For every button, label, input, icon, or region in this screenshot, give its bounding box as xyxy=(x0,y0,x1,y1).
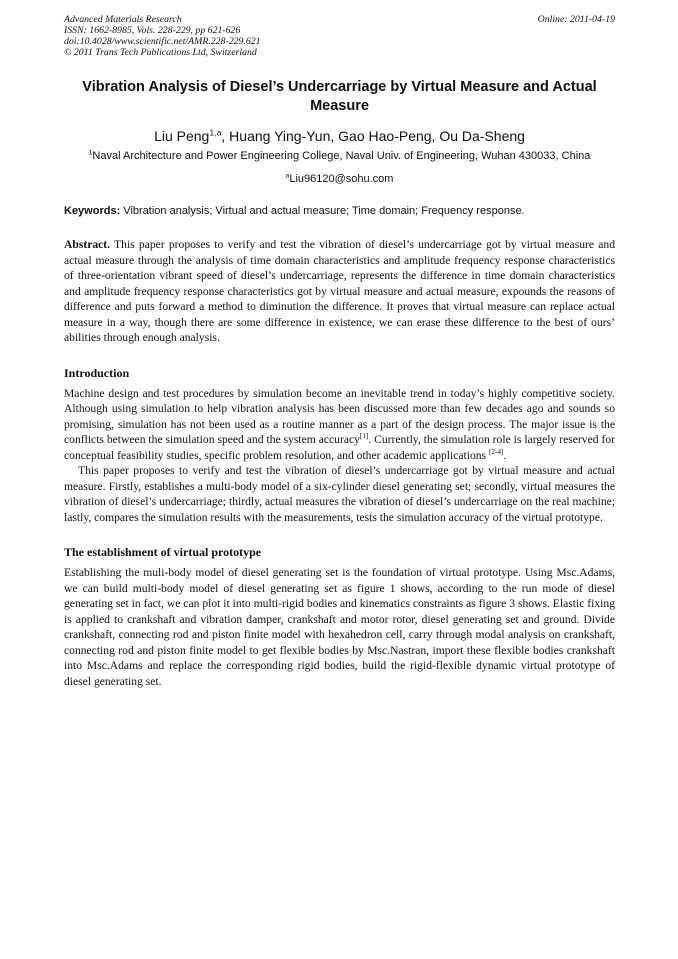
running-header xyxy=(64,14,615,58)
paper-title: Vibration Analysis of Diesel’s Undercarriage by Virtual Measure and Actual Measure xyxy=(82,79,597,114)
abstract-label: Abstract. xyxy=(64,238,111,251)
first-author: Liu Peng xyxy=(154,128,210,144)
citation-2-4: [2-4] xyxy=(488,447,504,456)
paper-page xyxy=(64,14,615,689)
introduction-paragraph-2: This paper proposes to verify and test the vibration of diesel’s undercarriage got by virtual measure and actual measure. Firstly, establishes a multi-body model of a six-cylinder diesel generating set; secondly, virtual measures the vibration of diesel’s undercarriage; thirdly, actual measures the vibration of diesel’s undercarriage on the real machine; lastly, compares the simulation results with the measurements, tests the simulation accuracy of the virtual prototype. xyxy=(64,464,615,524)
journal-name: Advanced Materials Research xyxy=(64,14,182,25)
establishment-paragraph: Establishing the muli-body model of diesel generating set is the foundation of virtual prototype. Using Msc.Adams, we can build multi-body model of diesel generating set as figure 1 shows, according to the run mode of diesel generating set in fact, we can plot it into multi-rigid bodies and kinematics constraints as figure 3 shows. Elastic fixing is applied to crankshaft and vibration damper, crankshaft and motor rotor, diesel generating set and ground. Divide crankshaft, connecting rod and piston finite model with hexahedron cell, carry through modal analysis on crankshaft, connecting rod and piston finite model to get flexible bodies by Msc.Nastran, import these flexible bodies crankshaft into Msc.Adams and replace the corresponding rigid bodies, build the rigid-flexible dynamic virtual prototype of diesel generating set. xyxy=(64,566,615,688)
citation-block xyxy=(64,14,261,58)
affiliation-text: Naval Architecture and Power Engineering College, Naval Univ. of Engineering, Wuhan 430033, China xyxy=(92,150,591,162)
establishment-heading: The establishment of virtual prototype xyxy=(64,545,262,559)
introduction-paragraph-1 xyxy=(64,386,615,464)
doi-line: doi:10.4028/www.scientific.net/AMR.228-229.621 xyxy=(64,36,261,47)
affiliation xyxy=(64,149,615,163)
introduction-heading: Introduction xyxy=(64,365,130,380)
intro-text-a: Machine design and test procedures by simulation become an inevitable trend in today’s highly competitive society. Although using simulation to help vibration analysis has been discussed more than few decades ago and sounds so promising, simulation has not been used as a routine manner as a part of the design process. The major issue is the conflicts between the simulation speed and the system accuracy xyxy=(64,386,615,446)
other-authors: , Huang Ying-Yun, Gao Hao-Peng, Ou Da-Sheng xyxy=(221,128,525,144)
intro-text-c: . xyxy=(503,448,507,462)
first-author-marker: 1,a xyxy=(209,127,222,138)
affiliation-marker: 1 xyxy=(88,149,93,157)
abstract-text: This paper proposes to verify and test the vibration of diesel’s undercarriage got by virtual measure and actual measure through the analysis of time domain characteristics and amplitude frequency response characteristics of three-orientation vibrant speed of diesel’s undercarriage, represents the difference in time domain characteristics and amplitude frequency response characteristics got by virtual measure and actual measure, expounds the reasons of difference and puts forward a method to diminution the difference. It proves that virtual measure can replace actual measure in a way, though there are some difference in existence, we can erase these difference to the best of ours’ abilities through enough analysis. xyxy=(64,238,615,344)
online-date: Online: 2011-04-19 xyxy=(537,14,615,25)
citation-1: [1] xyxy=(359,432,369,441)
email-address: Liu96120@sohu.com xyxy=(289,173,394,185)
email-marker: a xyxy=(285,172,290,180)
author-email xyxy=(64,172,615,186)
keywords-label: Keywords: xyxy=(64,205,121,217)
copyright-line: © 2011 Trans Tech Publications Ltd, Switzerland xyxy=(64,47,257,58)
keywords xyxy=(64,204,615,218)
author-list xyxy=(64,127,615,145)
keywords-text: Vibration analysis; Virtual and actual measure; Time domain; Frequency response. xyxy=(120,205,525,217)
abstract xyxy=(64,237,615,346)
issn-line: ISSN: 1662-8985, Vols. 228-229, pp 621-626 xyxy=(64,25,241,36)
intro-text-b: . Currently, the simulation role is largely reserved for conceptual feasibility studies, specific problem resolution, and other academic applications xyxy=(64,433,615,462)
